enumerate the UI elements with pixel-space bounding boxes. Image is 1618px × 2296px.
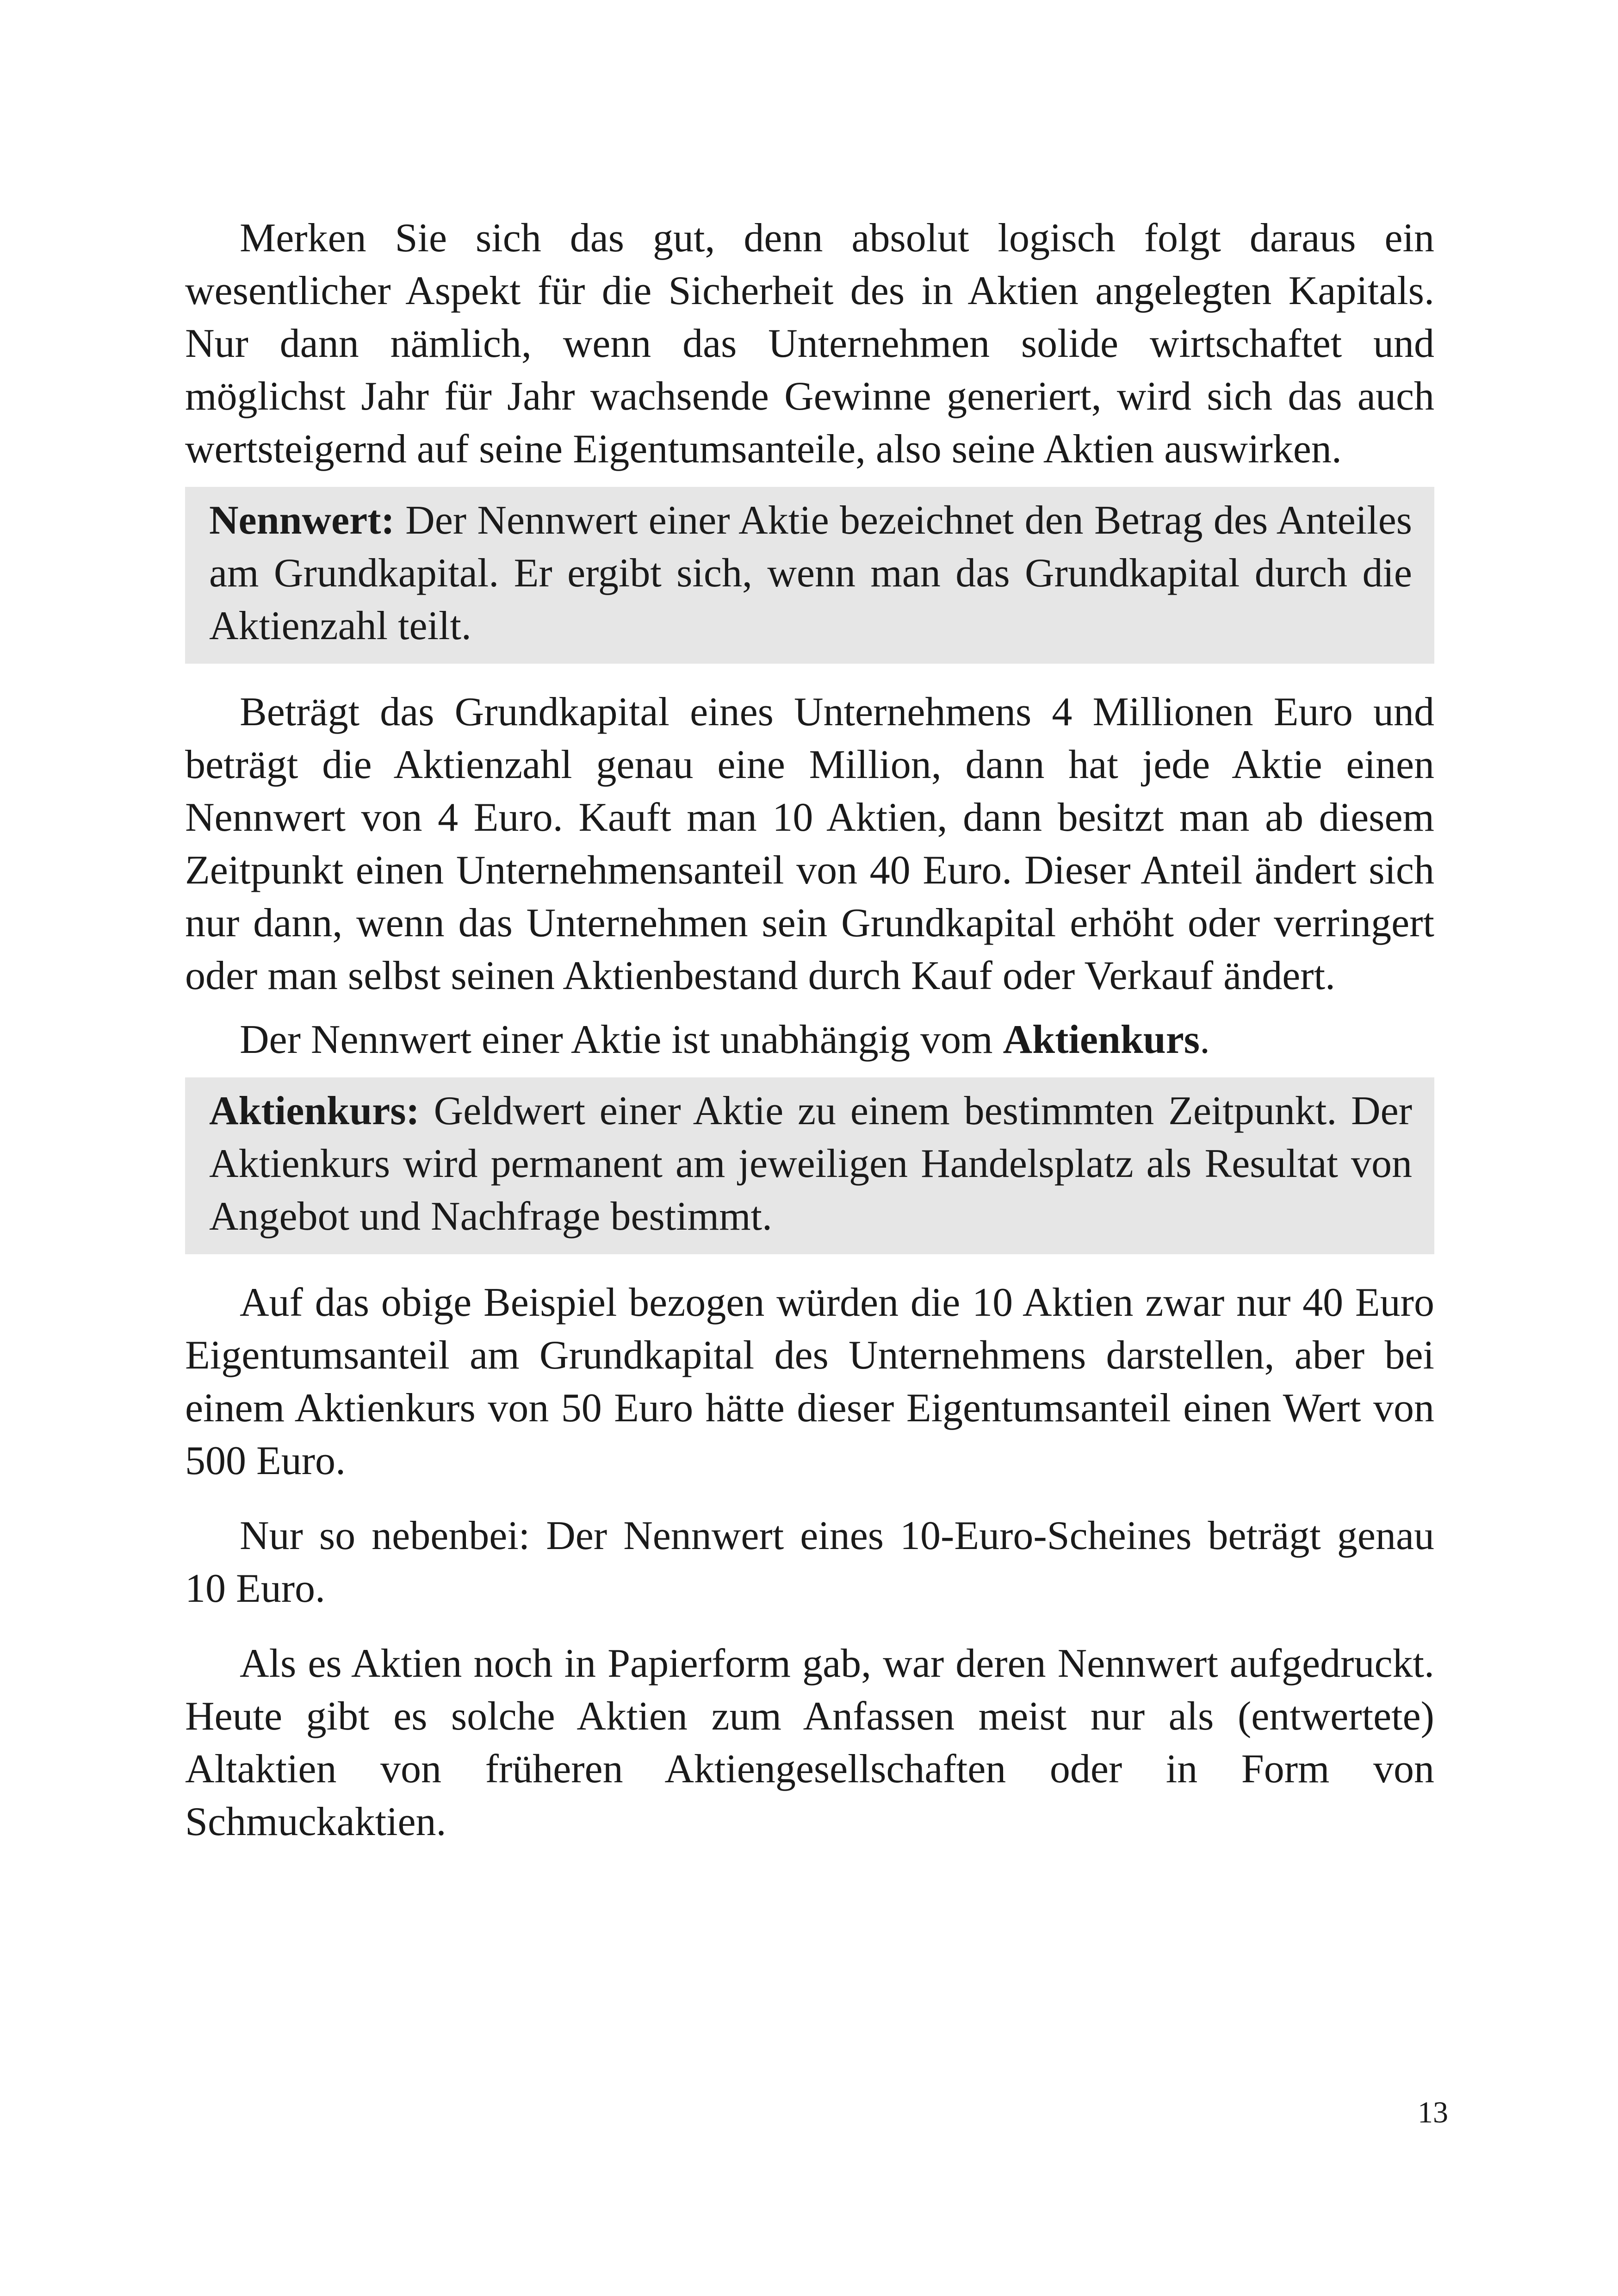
- definition-term-nennwert: Nennwert:: [209, 498, 395, 543]
- body-paragraph-4: Auf das obige Beispiel bezogen würden die 10 Aktien zwar nur 40 Euro Eigentumsanteil am Grundkapital des Unternehmens darstellen, aber bei einem Aktienkurs von 50 Euro hätte dieser Eigentumsanteil einen Wert von 500 Euro.: [185, 1280, 1434, 1483]
- definition-box-nennwert: [185, 487, 1434, 664]
- definition-box-aktienkurs: [185, 1077, 1434, 1254]
- definition-term-aktienkurs: Aktienkurs:: [209, 1089, 420, 1133]
- body-paragraph-1: Merken Sie sich das gut, denn absolut logisch folgt daraus ein wesentlicher Aspekt für die Sicherheit des in Aktien angelegten Kapitals. Nur dann nämlich, wenn das Unternehmen solide wirtschaftet und möglichst Jahr für Jahr wachsende Gewinne generiert, wird sich das auch wertsteigernd auf seine Eigentumsanteile, also seine Aktien auswirken.: [185, 216, 1434, 472]
- paragraph-3-bold-term: Aktienkurs: [1003, 1017, 1200, 1062]
- body-paragraph-2: Beträgt das Grundkapital eines Unternehmens 4 Millionen Euro und beträgt die Aktienzahl genau eine Million, dann hat jede Aktie einen Nennwert von 4 Euro. Kauft man 10 Aktien, dann besitzt man ab diesem Zeitpunkt einen Unternehmensanteil von 40 Euro. Dieser Anteil ändert sich nur dann, wenn das Unternehmen sein Grundkapital erhöht oder verringert oder man selbst seinen Aktienbestand durch Kauf oder Verkauf ändert.: [185, 690, 1434, 998]
- body-paragraph-6: Als es Aktien noch in Papierform gab, war deren Nennwert aufgedruckt. Heute gibt es solche Aktien zum Anfassen meist nur als (entwertete) Altaktien von früheren Aktiengesellschaften oder in Form von Schmuckaktien.: [185, 1641, 1434, 1844]
- body-paragraph-3: [185, 1014, 1434, 1066]
- body-paragraph-5: Nur so nebenbei: Der Nennwert eines 10-Euro-Scheines beträgt genau 10 Euro.: [185, 1513, 1434, 1611]
- page-number: 13: [1418, 2096, 1448, 2129]
- definition-text-aktienkurs: Geldwert einer Aktie zu einem bestimmten Zeitpunkt. Der Aktienkurs wird permanent am jeweiligen Handelsplatz als Resultat von Angebot und Nachfrage bestimmt.: [209, 1089, 1412, 1239]
- definition-text-nennwert: Der Nennwert einer Aktie bezeichnet den Betrag des Anteiles am Grundkapital. Er ergibt sich, wenn man das Grundkapital durch die Aktienzahl teilt.: [209, 498, 1412, 648]
- text-column: [185, 212, 1434, 1871]
- paragraph-3-text: Der Nennwert einer Aktie ist unabhängig vom: [240, 1017, 1003, 1062]
- paragraph-3-period: .: [1200, 1017, 1210, 1062]
